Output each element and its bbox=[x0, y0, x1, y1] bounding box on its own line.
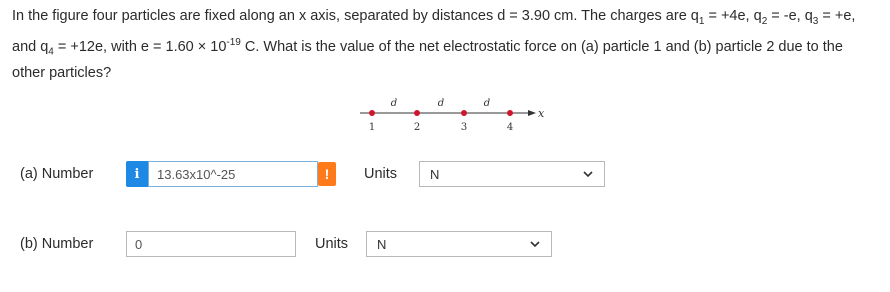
chevron-down-icon bbox=[582, 168, 594, 180]
part-a-label: (a) Number bbox=[20, 166, 94, 182]
particle-3 bbox=[461, 110, 467, 116]
question-part: = +12e, with e = 1.60 × 10 bbox=[53, 38, 227, 55]
part-b-label: (b) Number bbox=[20, 236, 94, 252]
part-a-units-value: N bbox=[430, 166, 440, 182]
d-label: d bbox=[437, 98, 445, 109]
exponent: -19 bbox=[226, 36, 241, 48]
particle-label: 2 bbox=[413, 122, 421, 133]
particle-figure bbox=[356, 96, 546, 138]
question-part: In the figure four particles are fixed along an x axis, separated by distances d = 3.90 cm. The charges are q bbox=[12, 8, 699, 24]
particle-4 bbox=[507, 110, 513, 116]
q1-subscript: 1 bbox=[698, 15, 705, 27]
part-a-units-label: Units bbox=[364, 166, 398, 182]
q2-subscript: 2 bbox=[761, 15, 768, 27]
question-part: = +e, and q bbox=[12, 8, 856, 55]
part-b-units-select[interactable] bbox=[366, 231, 552, 257]
info-icon[interactable]: i bbox=[126, 161, 148, 187]
particle-label: 4 bbox=[506, 122, 514, 133]
q4-subscript: 4 bbox=[48, 46, 54, 58]
chevron-down-icon bbox=[529, 238, 541, 250]
question-part: = -e, q bbox=[767, 8, 813, 24]
question-part: = +4e, q bbox=[704, 8, 762, 24]
particle-label: 1 bbox=[368, 122, 376, 133]
part-a-number-input[interactable]: 13.63x10^-25 bbox=[148, 161, 318, 187]
question-part: C. What is the value of the net electrostatic force on (a) particle 1 and (b) particle 2 due to the other particles? bbox=[12, 38, 843, 81]
d-label: d bbox=[483, 98, 491, 109]
part-b-number-input[interactable]: 0 bbox=[126, 231, 296, 257]
axis-arrowhead bbox=[528, 110, 536, 116]
particle-1 bbox=[369, 110, 375, 116]
axis-label: x bbox=[538, 107, 545, 120]
part-b-units-value: N bbox=[377, 236, 387, 252]
particle-2 bbox=[414, 110, 420, 116]
question-text bbox=[12, 6, 874, 84]
part-b-units-label: Units bbox=[315, 236, 349, 252]
particle-label: 3 bbox=[460, 122, 468, 133]
part-a-units-select[interactable] bbox=[419, 161, 605, 187]
q3-subscript: 3 bbox=[812, 15, 819, 27]
d-label: d bbox=[390, 98, 398, 109]
warning-icon: ! bbox=[318, 162, 336, 186]
